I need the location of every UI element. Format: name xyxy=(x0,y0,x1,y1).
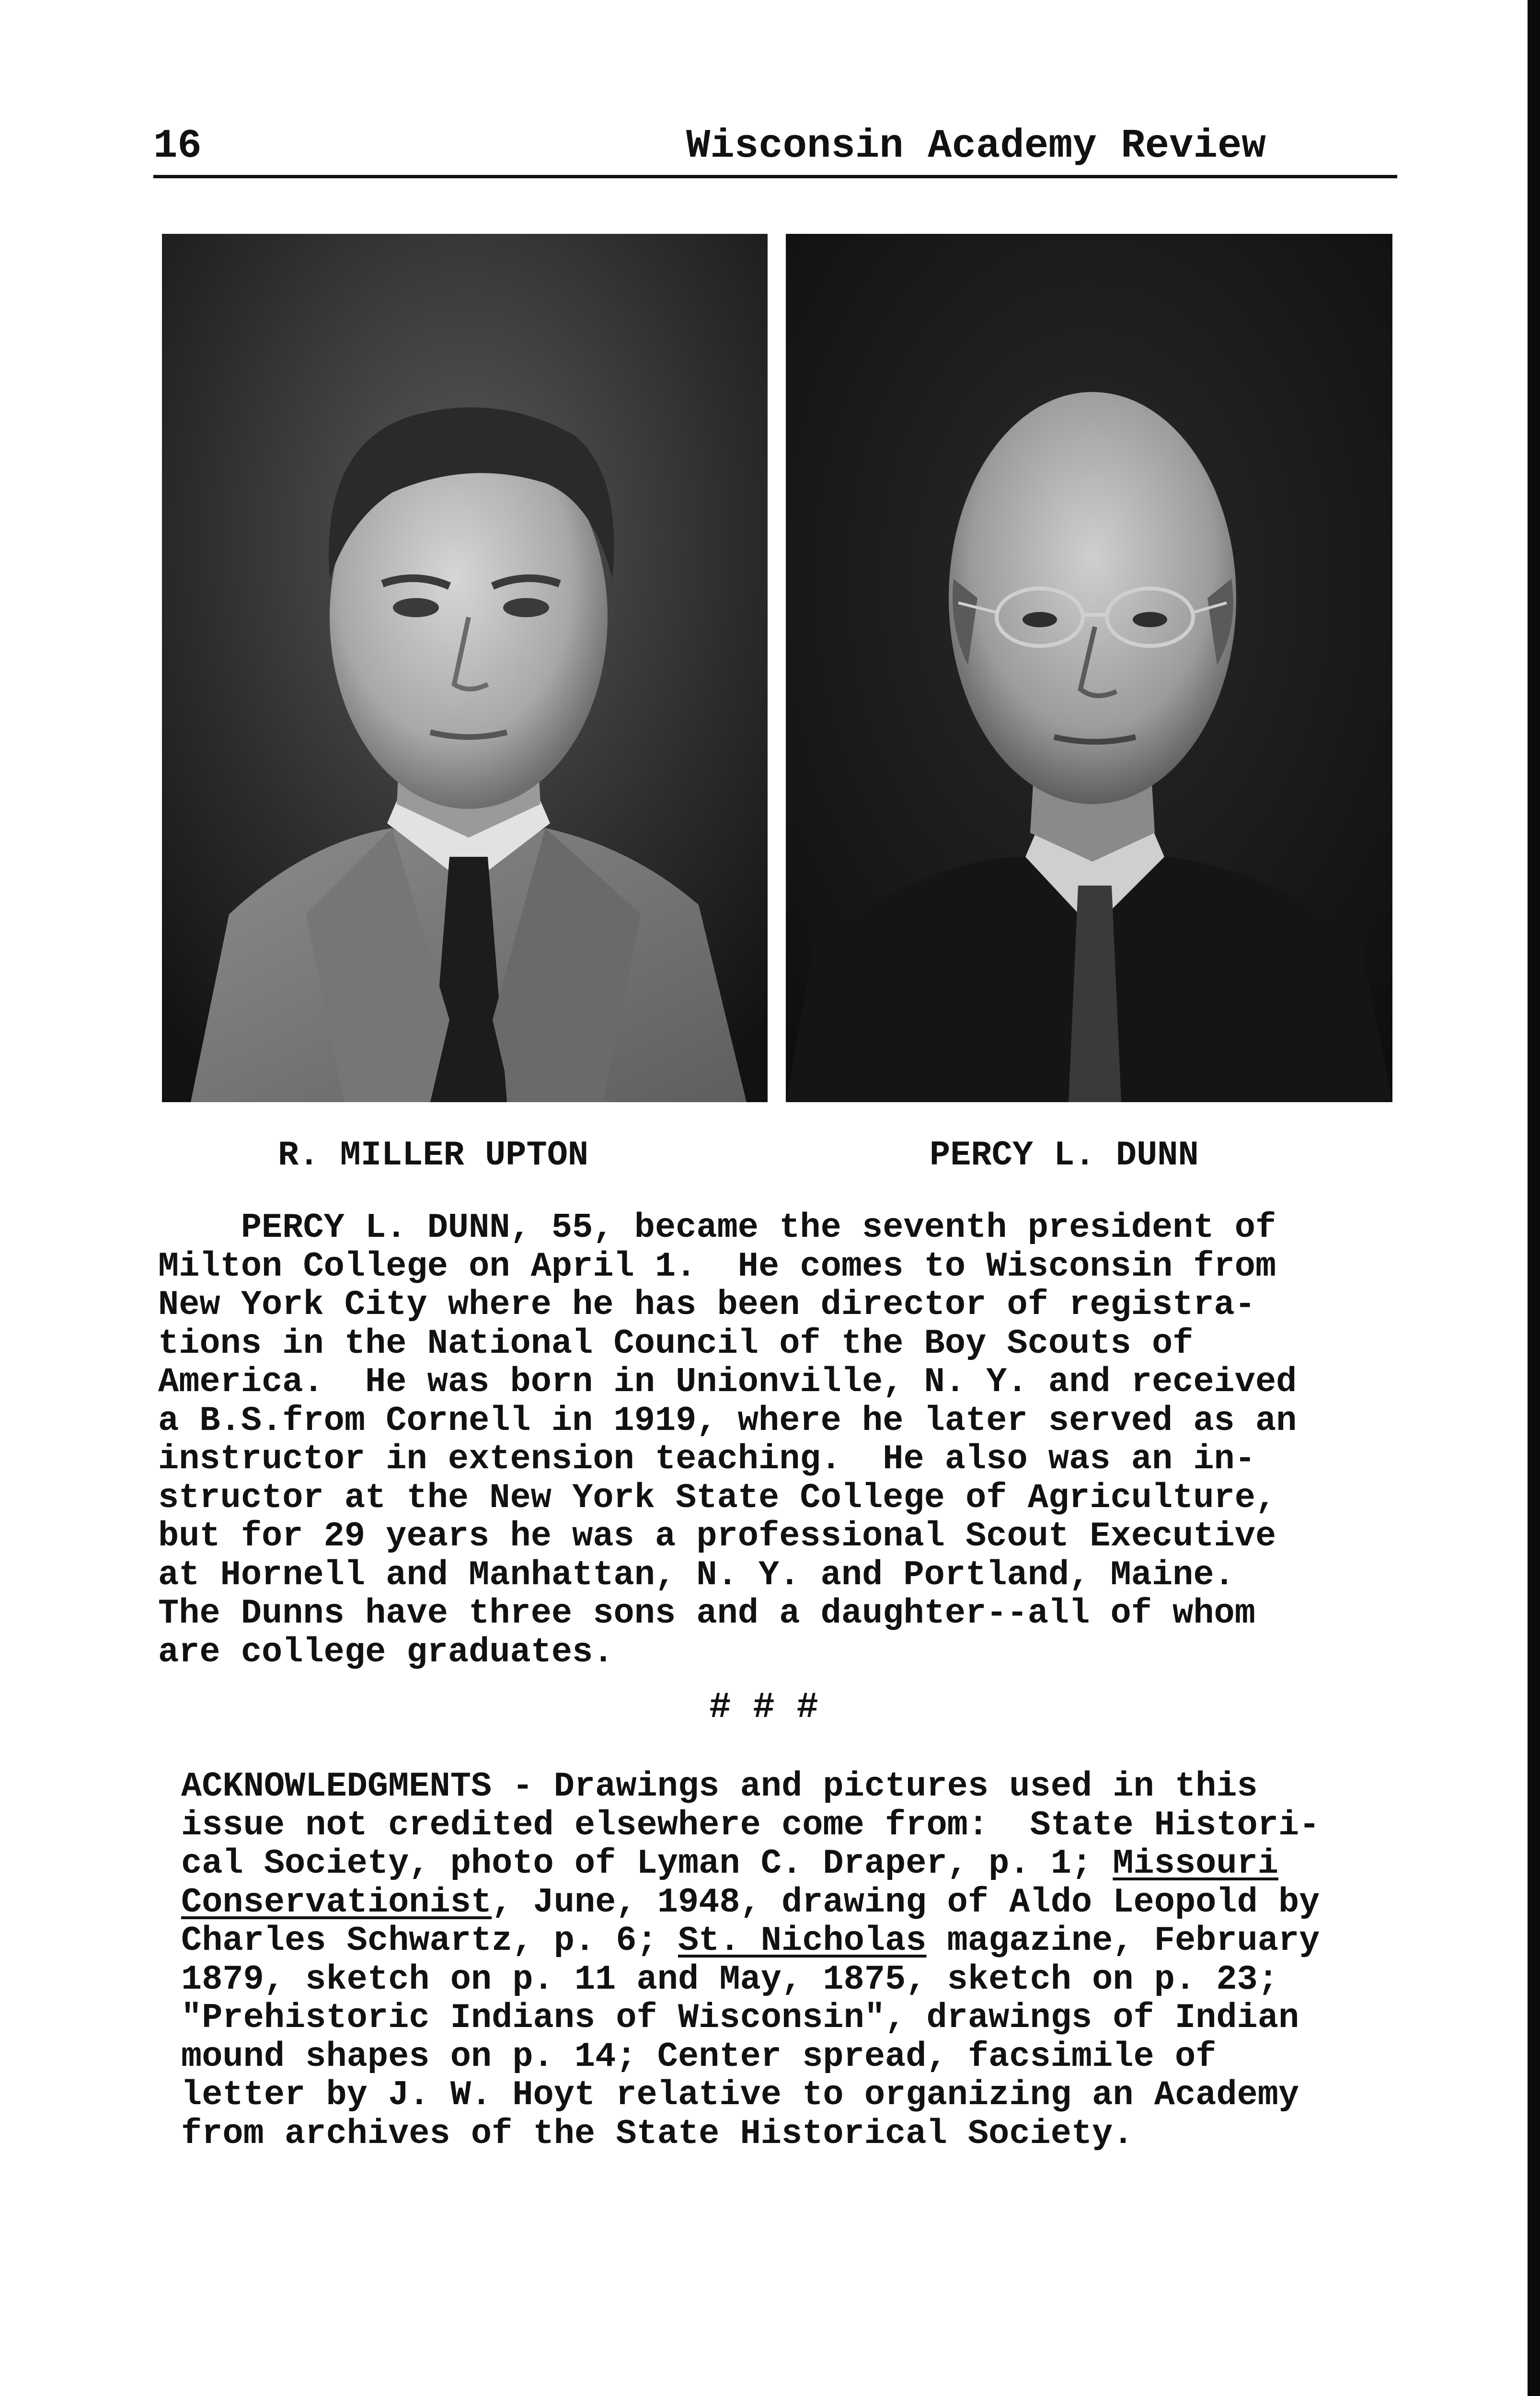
photo-caption-dunn: PERCY L. DUNN xyxy=(930,1136,1199,1175)
article-body xyxy=(158,1209,1414,1671)
article-line: instructor in extension teaching. He also was an in- xyxy=(158,1440,1255,1479)
page-header xyxy=(153,124,1397,181)
portrait-photo-dunn xyxy=(786,234,1392,1102)
page-number: 16 xyxy=(153,124,202,169)
ack-line xyxy=(181,1922,1408,1960)
article-line: are college graduates. xyxy=(158,1632,614,1672)
article-line: New York City where he has been director of registra- xyxy=(158,1285,1255,1325)
ack-line: ACKNOWLEDGMENTS - Drawings and pictures used in this xyxy=(181,1767,1258,1806)
ack-text: , June, 1948, drawing of Aldo Leopold by xyxy=(492,1882,1320,1922)
article-line: structor at the New York State College of Agriculture, xyxy=(158,1478,1276,1518)
article-line: at Hornell and Manhattan, N. Y. and Portland, Maine. xyxy=(158,1555,1235,1595)
header-rule xyxy=(153,175,1397,178)
publication-title-underlined: Conservationist xyxy=(181,1882,492,1922)
ack-text: magazine, February xyxy=(926,1921,1320,1960)
article-line: PERCY L. DUNN, 55, became the seventh president of xyxy=(158,1208,1276,1247)
ack-line: mound shapes on p. 14; Center spread, facsimile of xyxy=(181,2037,1217,2076)
article-line: Milton College on April 1. He comes to Wisconsin from xyxy=(158,1246,1276,1286)
portrait-photo-upton xyxy=(162,234,768,1102)
ack-line: issue not credited elsewhere come from: State Histori- xyxy=(181,1805,1320,1845)
article-line: The Dunns have three sons and a daughter--all of whom xyxy=(158,1594,1255,1633)
ack-text: cal Society, photo of Lyman C. Draper, p. 1; xyxy=(181,1844,1113,1883)
publication-title-underlined: Missouri xyxy=(1113,1844,1278,1883)
ack-line: letter by J. W. Hoyt relative to organizing an Academy xyxy=(181,2075,1299,2115)
photo-caption-upton: R. MILLER UPTON xyxy=(278,1136,589,1175)
scan-border-right xyxy=(1528,0,1540,2396)
portrait-upton-image xyxy=(162,234,768,1102)
portrait-dunn-image xyxy=(786,234,1392,1102)
article-line: a B.S.from Cornell in 1919, where he later served as an xyxy=(158,1401,1297,1440)
ack-line: "Prehistoric Indians of Wisconsin", drawings of Indian xyxy=(181,1998,1299,2038)
section-separator: # # # xyxy=(709,1687,819,1728)
ack-line xyxy=(181,1844,1408,1883)
acknowledgments-section xyxy=(181,1767,1408,2153)
article-line: America. He was born in Unionville, N. Y. and received xyxy=(158,1362,1297,1402)
ack-line: 1879, sketch on p. 11 and May, 1875, sketch on p. 23; xyxy=(181,1959,1278,1999)
article-line: but for 29 years he was a professional Scout Executive xyxy=(158,1517,1276,1556)
article-line: tions in the National Council of the Boy Scouts of xyxy=(158,1324,1194,1363)
ack-line xyxy=(181,1883,1408,1922)
journal-title: Wisconsin Academy Review xyxy=(686,124,1266,169)
publication-title-underlined: St. Nicholas xyxy=(678,1921,927,1960)
ack-line: from archives of the State Historical Society. xyxy=(181,2114,1134,2154)
ack-text: Charles Schwartz, p. 6; xyxy=(181,1921,678,1960)
